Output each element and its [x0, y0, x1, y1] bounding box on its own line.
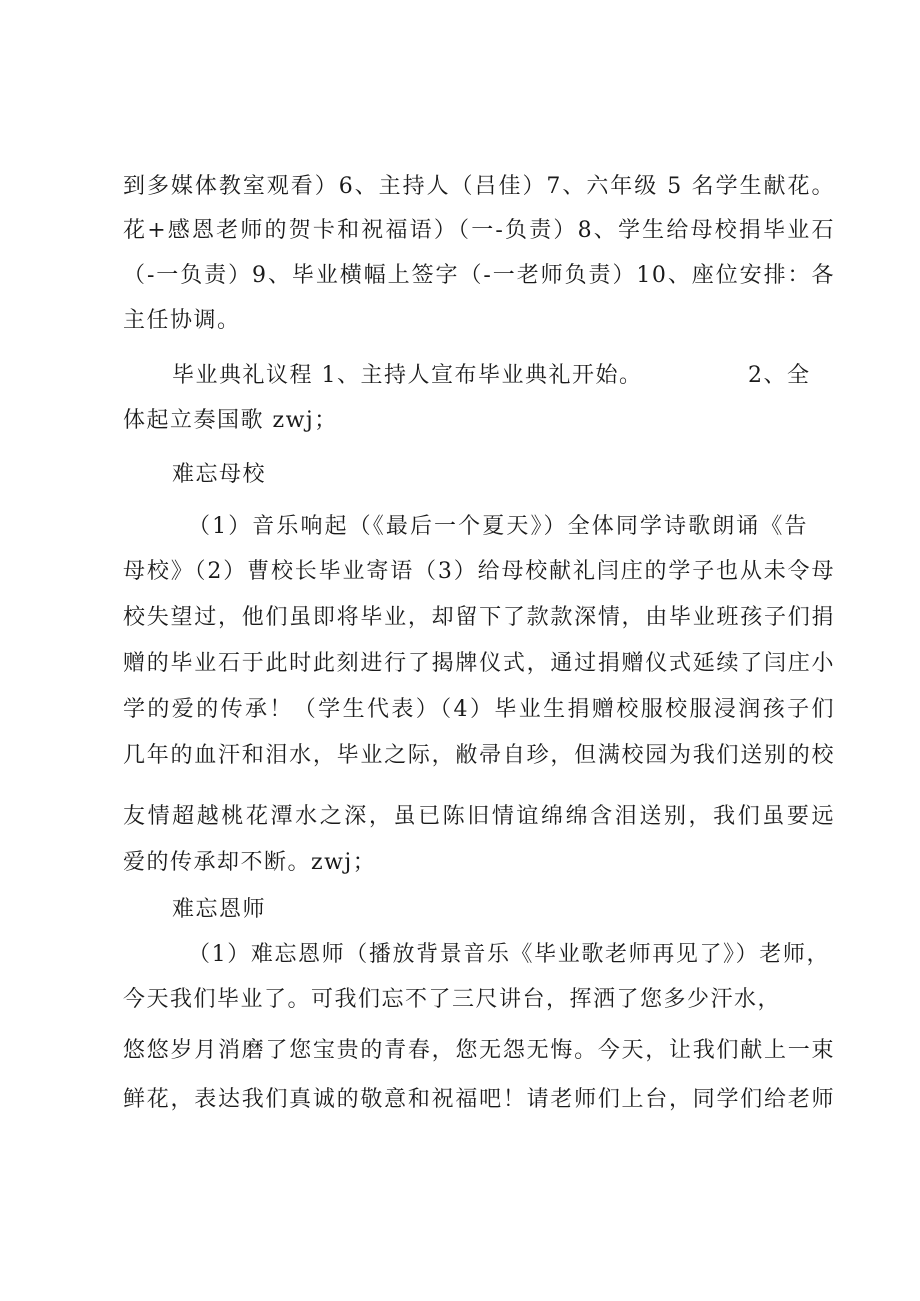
text-line: 爱的传承却不断。zwj；	[123, 850, 377, 875]
text-line: 几年的血汗和泪水，毕业之际，敝帚自珍，但满校园为我们送别的校	[123, 743, 835, 768]
text-line: （1）难忘恩师（播放背景音乐《毕业歌老师再见了》）老师，	[188, 942, 830, 967]
text-line: 母校》（2）曹校长毕业寄语（3）给母校献礼闫庄的学子也从未令母	[123, 559, 835, 584]
text-line: 体起立奏国歌 zwj；	[123, 408, 338, 433]
text-line: 赠的毕业石于此时此刻进行了揭牌仪式，通过捐赠仪式延续了闫庄小	[123, 651, 835, 676]
text-line: 友情超越桃花潭水之深，虽已陈旧情谊绵绵含泪送别，我们虽要远	[123, 804, 835, 829]
text-line: 校失望过，他们虽即将毕业，却留下了款款深情，由毕业班孩子们捐	[123, 605, 835, 630]
text-line: 今天我们毕业了。可我们忘不了三尺讲台，挥洒了您多少汗水，	[123, 987, 782, 1012]
text-line: 悠悠岁月消磨了您宝贵的青春，您无怨无悔。今天，让我们献上一束	[123, 1038, 835, 1063]
text-line: 花+感恩老师的贺卡和祝福语）（一-负责）8、学生给母校捐毕业石	[123, 218, 835, 243]
text-line: （-一负责）9、毕业横幅上签字（-一老师负责）10、座位安排：各	[123, 263, 835, 288]
text-line: （1）音乐响起（《最后一个夏天》）全体同学诗歌朗诵《告	[188, 514, 808, 539]
text-line: 到多媒体教室观看）6、主持人（吕佳）7、六年级 5 名学生献花。	[123, 174, 835, 199]
section-heading: 难忘母校	[172, 462, 267, 487]
text-line: 毕业典礼议程 1、主持人宣布毕业典礼开始。	[172, 363, 643, 388]
section-heading: 难忘恩师	[172, 897, 267, 922]
text-line: 2、全	[748, 363, 811, 388]
text-line: 鲜花，表达我们真诚的敬意和祝福吧！请老师们上台，同学们给老师	[123, 1087, 835, 1112]
text-line: 主任协调。	[123, 308, 241, 333]
text-line: 学的爱的传承！（学生代表）（4）毕业生捐赠校服校服浸润孩子们	[123, 697, 835, 722]
